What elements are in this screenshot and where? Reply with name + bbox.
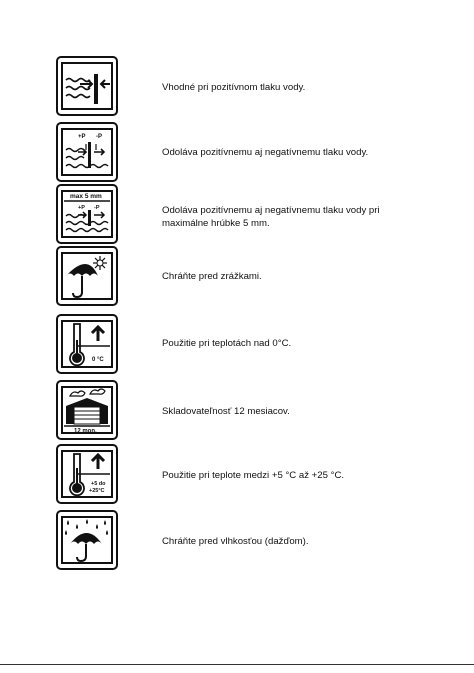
thermometer-range-icon <box>56 444 118 504</box>
pictogram-description: Použitie pri teplote medzi +5 °C až +25 °C. <box>162 470 345 481</box>
label-12-months: 12 mon. <box>74 428 97 435</box>
page-bottom-rule <box>0 664 474 665</box>
label-minus-p: -P <box>96 134 102 140</box>
umbrella-frost-icon <box>56 246 118 306</box>
pictogram-description: Chráňte pred zrážkami. <box>162 271 262 282</box>
label-range-to: +25°C <box>89 488 105 494</box>
label-zero-celsius: 0 °C <box>92 357 104 363</box>
pictogram-description: Použitie pri teplotách nad 0°C. <box>162 338 292 349</box>
label-plus-p: +P <box>78 205 85 211</box>
pictogram-description: Vhodné pri pozitívnom tlaku vody. <box>162 82 306 93</box>
positive-negative-pressure-icon <box>56 122 118 182</box>
label-minus-p: -P <box>94 205 100 211</box>
pictogram-description: Odoláva pozitívnemu aj negatívnemu tlaku vody pri maximálne hrúbke 5 mm. <box>162 205 380 229</box>
label-max-5-mm: max 5 mm <box>70 193 102 200</box>
pictogram-description: Skladovateľnosť 12 mesiacov. <box>162 406 290 417</box>
storage-warehouse-icon <box>56 380 118 440</box>
thermometer-above-zero-icon <box>56 314 118 374</box>
positive-pressure-icon <box>56 56 118 116</box>
pictogram-description: Chráňte pred vlhkosťou (dažďom). <box>162 536 309 547</box>
label-plus-p: +P <box>78 134 86 140</box>
umbrella-rain-icon <box>56 510 118 570</box>
max-thickness-pressure-icon <box>56 184 118 244</box>
label-range-from: +5 do <box>91 481 106 487</box>
pictogram-description: Odoláva pozitívnemu aj negatívnemu tlaku vody. <box>162 147 369 158</box>
